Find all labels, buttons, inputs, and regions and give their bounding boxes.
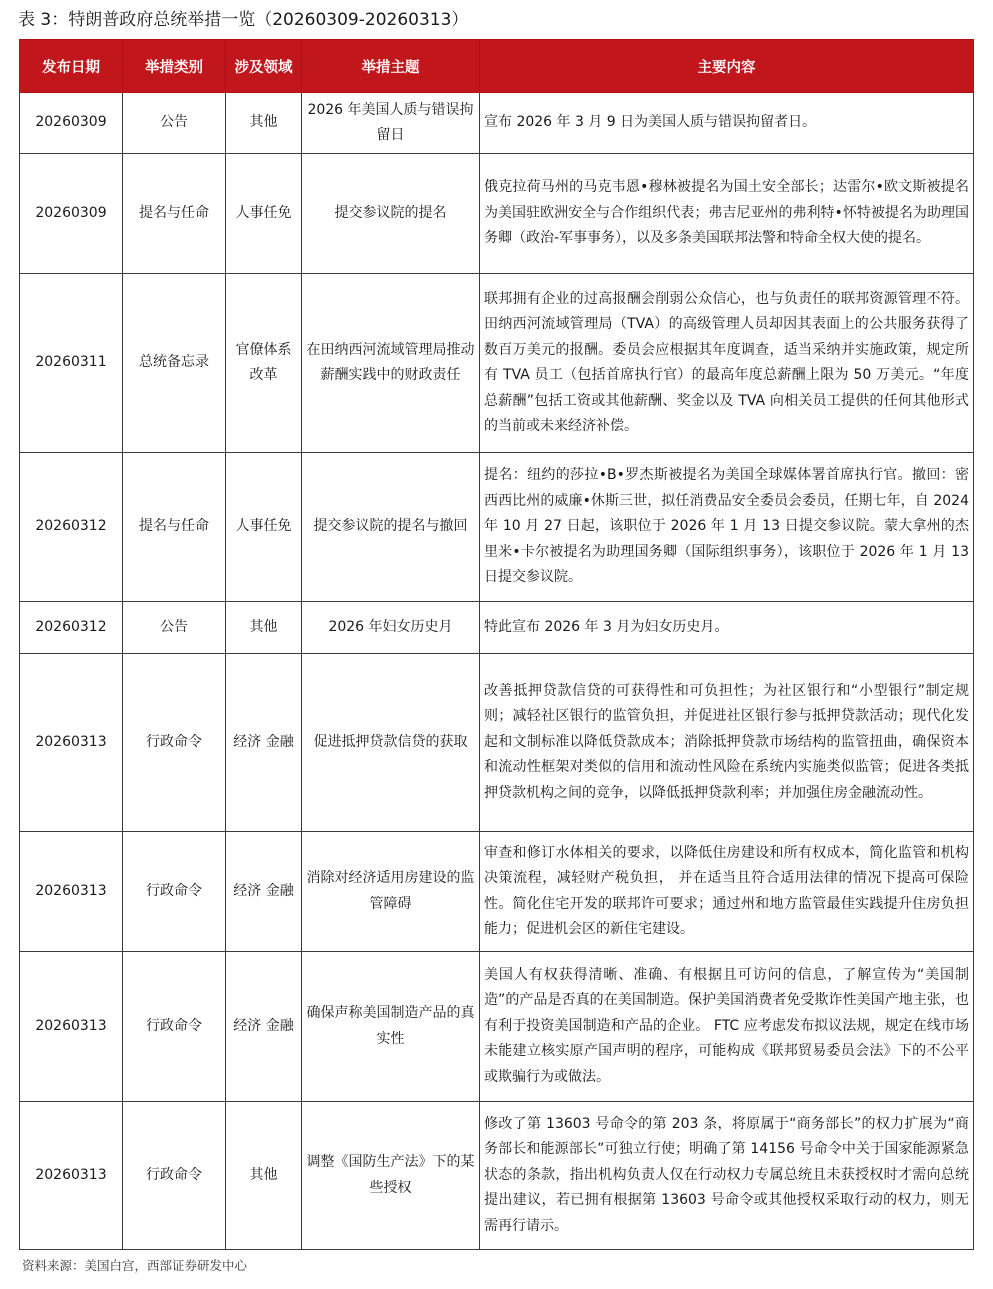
cell-field: 经济 金融 (226, 952, 302, 1102)
cell-category: 提名与任命 (123, 154, 226, 274)
cell-date: 20260309 (20, 93, 123, 154)
cell-field: 官僚体系改革 (226, 274, 302, 453)
cell-field: 经济 金融 (226, 832, 302, 952)
cell-content: 修改了第 13603 号命令的第 203 条，将原属于“商务部长”的权力扩展为“商务部长和能源部长”可独立行使；明确了第 14156 号命令中关于国家能源紧急状态的条款，指出机构负责人仅在行动权力专属总统且未获授权时才需向总统提出建议，若已拥有根据第 13603 号命令或其他授权采取行动的权力，则无需再行请示。 (480, 1102, 974, 1250)
table-header-row (20, 40, 974, 93)
table-row (20, 832, 974, 952)
cell-field: 人事任免 (226, 154, 302, 274)
cell-topic: 提交参议院的提名 (302, 154, 480, 274)
cell-date: 20260313 (20, 1102, 123, 1250)
cell-field: 其他 (226, 602, 302, 654)
header-category: 举措类别 (123, 40, 226, 93)
cell-content: 宣布 2026 年 3 月 9 日为美国人质与错误拘留者日。 (480, 93, 974, 154)
header-content: 主要内容 (480, 40, 974, 93)
cell-date: 20260312 (20, 453, 123, 602)
table-row (20, 952, 974, 1102)
header-date: 发布日期 (20, 40, 123, 93)
cell-category: 行政命令 (123, 654, 226, 832)
cell-date: 20260311 (20, 274, 123, 453)
cell-topic: 确保声称美国制造产品的真实性 (302, 952, 480, 1102)
cell-category: 提名与任命 (123, 453, 226, 602)
table-row (20, 654, 974, 832)
table-row (20, 453, 974, 602)
cell-topic: 2026 年美国人质与错误拘留日 (302, 93, 480, 154)
cell-date: 20260313 (20, 952, 123, 1102)
table-row (20, 1102, 974, 1250)
cell-field: 人事任免 (226, 453, 302, 602)
cell-content: 审查和修订水体相关的要求，以降低住房建设和所有权成本，简化监管和机构决策流程，减轻财产税负担， 并在适当且符合适用法律的情况下提高可保险性。简化住宅开发的联邦许可要求；通过州和地方监管最佳实践提升住房负担能力；促进机会区的新住宅建设。 (480, 832, 974, 952)
cell-content: 改善抵押贷款信贷的可获得性和可负担性；为社区银行和“小型银行”制定规则；减轻社区银行的监管负担，并促进社区银行参与抵押贷款活动；现代化发起和文制标准以降低贷款成本；消除抵押贷款市场结构的监管扭曲，确保资本和流动性框架对类似的信用和流动性风险在系统内实施类似监管；促进各类抵押贷款机构之间的竞争，以降低抵押贷款利率；并加强住房金融流动性。 (480, 654, 974, 832)
cell-date: 20260313 (20, 832, 123, 952)
measures-table (19, 39, 974, 1250)
cell-category: 行政命令 (123, 1102, 226, 1250)
table-row (20, 602, 974, 654)
cell-content: 联邦拥有企业的过高报酬会削弱公众信心，也与负责任的联邦资源管理不符。田纳西河流域管理局（TVA）的高级管理人员却因其表面上的公共服务获得了数百万美元的报酬。委员会应根据其年度调查，适当采纳并实施政策，规定所有 TVA 员工（包括首席执行官）的最高年度总薪酬上限为 50 万美元。“年度总薪酬”包括工资或其他薪酬、奖金以及 TVA 向相关员工提供的任何其他形式的当前或未来经济补偿。 (480, 274, 974, 453)
cell-date: 20260309 (20, 154, 123, 274)
cell-date: 20260313 (20, 654, 123, 832)
cell-category: 公告 (123, 602, 226, 654)
cell-category: 行政命令 (123, 952, 226, 1102)
cell-content: 美国人有权获得清晰、准确、有根据且可访问的信息，了解宣传为“美国制造”的产品是否真的在美国制造。保护美国消费者免受欺诈性美国产地主张，也有利于投资美国制造和产品的企业。 FTC 应考虑发布拟议法规，规定在线市场未能建立核实原产国声明的程序，可能构成《联邦贸易委员会法》下的不公平或欺骗行为或做法。 (480, 952, 974, 1102)
cell-date: 20260312 (20, 602, 123, 654)
cell-category: 总统备忘录 (123, 274, 226, 453)
source-note: 资料来源：美国白宫，西部证券研发中心 (22, 1258, 248, 1273)
cell-field: 其他 (226, 93, 302, 154)
table-row (20, 274, 974, 453)
cell-topic: 促进抵押贷款信贷的获取 (302, 654, 480, 832)
cell-topic: 2026 年妇女历史月 (302, 602, 480, 654)
cell-category: 行政命令 (123, 832, 226, 952)
cell-topic: 消除对经济适用房建设的监管障碍 (302, 832, 480, 952)
cell-content: 特此宣布 2026 年 3 月为妇女历史月。 (480, 602, 974, 654)
table-row (20, 154, 974, 274)
cell-topic: 调整《国防生产法》下的某些授权 (302, 1102, 480, 1250)
cell-content: 俄克拉荷马州的马克韦恩•穆林被提名为国土安全部长；达雷尔•欧文斯被提名为美国驻欧洲安全与合作组织代表；弗吉尼亚州的弗利特•怀特被提名为助理国务卿（政治-军事事务），以及多条美国联邦法警和特命全权大使的提名。 (480, 154, 974, 274)
cell-field: 其他 (226, 1102, 302, 1250)
cell-topic: 提交参议院的提名与撤回 (302, 453, 480, 602)
header-topic: 举措主题 (302, 40, 480, 93)
table-row (20, 93, 974, 154)
table-title: 表 3：特朗普政府总统举措一览（20260309-20260313） (18, 10, 469, 30)
cell-field: 经济 金融 (226, 654, 302, 832)
cell-category: 公告 (123, 93, 226, 154)
cell-content: 提名：纽约的莎拉•B•罗杰斯被提名为美国全球媒体署首席执行官。撤回：密西西比州的威廉•休斯三世，拟任消费品安全委员会委员，任期七年，自 2024 年 10 月 27 日起，该职位于 2026 年 1 月 13 日提交参议院。蒙大拿州的杰里米•卡尔被提名为助理国务卿（国际组织事务），该职位于 2026 年 1 月 13 日提交参议院。 (480, 453, 974, 602)
cell-topic: 在田纳西河流域管理局推动薪酬实践中的财政责任 (302, 274, 480, 453)
header-field: 涉及领域 (226, 40, 302, 93)
